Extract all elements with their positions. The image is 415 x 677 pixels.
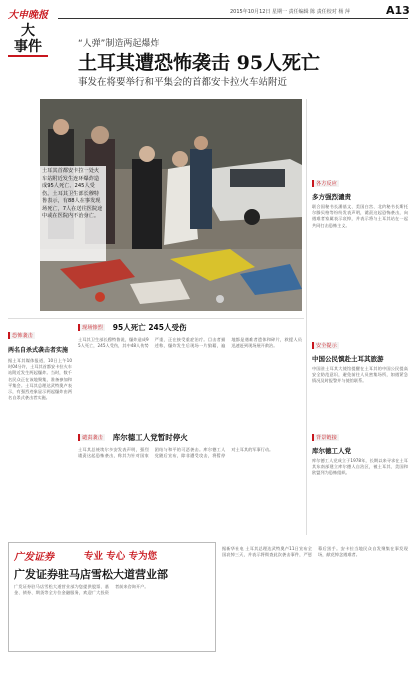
- mid-bottom-body: 土耳其总统埃尔多安发表声明，强烈谴责这起恐怖袭击，称其为针对国家团结与和平的可恶袭击。库尔德工人党随后宣布，除非遭受攻击，将暂停对土耳其的军事行动。: [78, 447, 274, 459]
- header-rule: [58, 18, 408, 19]
- article-headline: 土耳其遭恐怖袭击 95人死亡: [78, 52, 321, 74]
- left-label: 恐怖袭击: [8, 332, 35, 339]
- newspaper-logo: 大申晚报: [8, 10, 48, 21]
- article-subhead: 事发在将要举行和平集会的首都安卡拉火车站附近: [78, 77, 288, 88]
- ad-title: 广发证券驻马店雪松大道营业部: [14, 568, 168, 581]
- right-body-3: 库尔德工人党成立于1978年，长期以来寻求在土耳其东南部建立库尔德人自治区，被土耳其、美国和欧盟列为恐怖组织。: [312, 458, 408, 476]
- section-rule: [8, 318, 304, 319]
- left-column: [8, 322, 72, 538]
- ad-slogan: 专业 专心 专为您: [84, 551, 158, 562]
- news-brief: 据新华社电 土耳其总理达武特奥卢11日宣布全国哀悼三天，并表示将彻查此次袭击事件，严惩幕后黑手。安卡拉当地民众自发聚集在事发现场，献花悼念遇难者。: [222, 546, 408, 558]
- right-heading-1: 多方强烈谴责: [312, 193, 351, 201]
- date-line: 2015年10月12日 星期一 责任编辑 陈 责任校对 杨 萍: [230, 9, 350, 15]
- article-kicker: “人弹”制造两起爆炸: [78, 39, 160, 49]
- middle-bottom-header: [78, 432, 302, 443]
- mid-bottom-label: 谴责袭击: [78, 434, 105, 441]
- right-label-1: 各方反应: [312, 180, 339, 187]
- ad-logo: 广发证券: [14, 552, 54, 563]
- section-title: 大 事件: [8, 23, 48, 57]
- middle-bottom: [78, 432, 302, 539]
- mid-top-label: 现场惨烈: [78, 324, 105, 331]
- right-body-2: 中国驻土耳其大使馆提醒在土耳其的中国公民提高安全防范意识，避免前往人员密集场所，如遇紧急情况及时报警并与使馆联系。: [312, 366, 408, 384]
- left-body: 据土耳其媒体报道，10日上午10时04分许，土耳其首都安卡拉火车站附近发生两起爆炸。当时，数千名民众正在该地聚集，准备参加和平集会。土耳其总理达武特奥卢表示，有强烈迹象显示两起爆炸由两名自杀式袭击者实施。: [8, 358, 72, 401]
- left-heading: 两名自杀式袭击者实施: [8, 347, 69, 354]
- column-divider: [306, 99, 307, 535]
- right-body-1: 联合国秘书长潘基文、美国白宫、北约秘书长斯托尔滕贝格等纷纷发表声明，谴责这起恐怖袭击，向遇难者家属表示哀悼，并表示将与土耳其站在一起共同打击恐怖主义。: [312, 204, 408, 228]
- page-number: A13: [386, 4, 410, 17]
- middle-top-header: [78, 322, 302, 333]
- middle-top: [78, 322, 302, 429]
- right-label-2: 安全提示: [312, 342, 339, 349]
- right-heading-2: 中国公民慎赴土耳其旅游: [312, 355, 384, 363]
- mid-top-body: 土耳其卫生部长穆特鲁说，爆炸造成95人死亡，245人受伤，其中48人伤势严重，正在接受重症治疗。目击者描述称，爆炸发生后现场一片狼藉，遍地都是遇难者遗体和碎片，救援人员迅速赶到现场展开救治。: [78, 337, 302, 349]
- mid-bottom-heading: 库尔德工人党暂时停火: [112, 433, 188, 442]
- right-heading-3: 库尔德工人党: [312, 447, 351, 455]
- right-column: [312, 170, 408, 528]
- mid-top-heading: 95人死亡 245人受伤: [112, 323, 187, 332]
- ad-body: 广发证券驻马店雪松大道营业部为您提供股票、基金、债券、期货等全方位金融服务，欢迎广大投资者前来咨询开户。: [14, 584, 149, 596]
- right-label-3: 背景链接: [312, 434, 339, 441]
- photo-caption: 土耳其首都安卡拉一处火车站附近发生连环爆炸造成95人死亡、245人受伤。土耳其卫生部长穆特鲁表示，有88人在事发现场死亡，7人在送往医院途中或在医院内不治身亡。: [40, 166, 106, 261]
- masthead: [8, 6, 54, 57]
